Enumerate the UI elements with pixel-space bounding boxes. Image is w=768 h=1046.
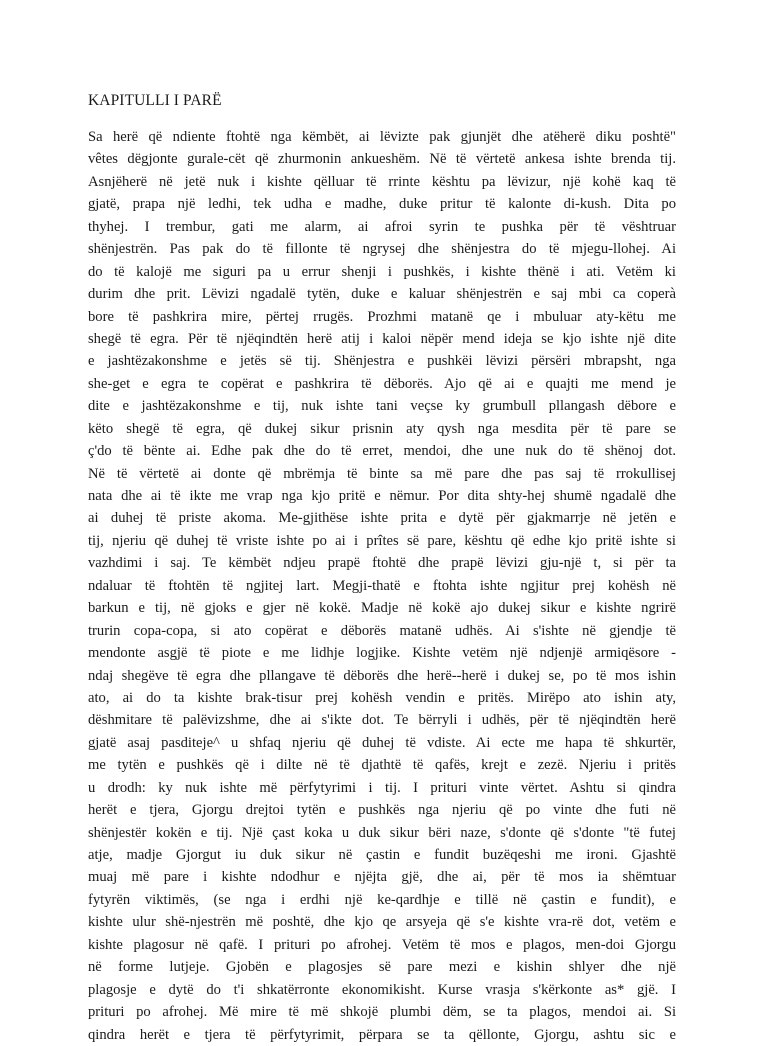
text-line: kishte ulur shë-njestrën më poshtë, dhe kjo qe arsyeja që s'e kishte vra-rë dot, vetëm e	[88, 914, 676, 931]
text-line: barkun e tij, në gjoks e gjer në kokë. Madje në kokë ajo dukej sikur e kishte ngrirë	[88, 600, 676, 617]
text-line: Sa herë që ndiente ftohtë nga këmbët, ai lëvizte pak gjunjët dhe atëherë diku poshtë"	[88, 129, 676, 145]
text-line: shënjestër kokën e tij. Një çast koka u duk sikur bëri naze, s'donte që s'donte "të futej	[88, 824, 676, 841]
text-line: tij, njeriu që duhej të vriste ishte po ai i prîtes së pare, kështu që edhe kjo pritë ishte si	[88, 532, 676, 549]
text-line: dëshmitare të palëvizshme, dhe ai s'ikte dot. Te bërryli i udhës, për të njëqindtën herë	[88, 712, 676, 729]
text-line: shënjestrën. Pas pak do të fillonte të ngrysej dhe shënjestra do të mjegu-llohej. Ai	[88, 241, 676, 258]
text-line: plagosje e dytë do t'i shkatërronte ekonomikisht. Kurse vrasja s'kërkonte as* gjë. I	[88, 981, 676, 998]
text-line: vêtes dëgjonte gurale-cët që zhurmonin ankueshëm. Në të vërtetë ankesa ishte brenda tij.	[88, 151, 676, 168]
text-line: bore të pashkrira mire, përtej rrugës. Prozhmi matanë qe i mbuluar aty-këtu me	[88, 308, 676, 325]
text-line: durim dhe prit. Lëvizi ngadalë tytën, duke e kaluar shënjestrën e saj mbi ca coperà	[88, 286, 676, 303]
text-line: Asnjëherë në jetë nuk i kishte qëlluar të rrinte kështu pa lëvizur, një kohë kaq të	[88, 173, 676, 190]
text-line: ato, ai do ta kishte brak-tisur prej kohësh vendin e pritës. Mirëpo ato ishin aty,	[88, 689, 676, 706]
text-line: vazhdimi i saj. Te këmbët ndjeu prapë ftohtë dhe prapë lëvizi gju-një t, si për ta	[88, 555, 676, 572]
text-line: herët e tjera, Gjorgu drejtoi tytën e pushkës nga njeriu që po vinte dhe futi në	[88, 802, 676, 819]
text-line: gjatë asaj pasditeje^ u shfaq njeriu që duhej të vdiste. Ai ecte me hapa të shkurtër,	[88, 734, 676, 751]
text-line: ndaj shegëve të egra dhe pllangave të dëborës dhe herë--herë i dukej se, po të mos ishin	[88, 667, 676, 684]
text-line: nata dhe ai të ikte me vrap nga kjo pritë e nëmur. Por dita shty-hej shumë ngadalë dhe	[88, 488, 676, 504]
text-line: ç'do të bënte ai. Edhe pak dhe do të erret, mendoi, dhe une nuk do të shënoj dot.	[88, 443, 676, 460]
text-line: Në të vërtetë ai donte që mbrëmja të binte sa më pare dhe pas saj të rrokullisej	[88, 465, 676, 482]
text-line: shegë të egra. Për të njëqindtën herë atij i kaloi nëpër mend ideja se kjo ishte një dite	[88, 330, 676, 347]
text-line: mendonte asgjë të piote e me lidhje logjike. Kishte vetëm një ndjenjë armiqësore -	[88, 645, 676, 662]
text-line: trurin copa-copa, si ato copërat e dëborës matanë udhës. Ai s'ishte në gjendje të	[88, 622, 676, 639]
text-line: thyhej. I trembur, gati me alarm, ai afroi syrin te pushka për të vështruar	[88, 218, 676, 235]
text-line: në forme lutjeje. Gjobën e plagosjes së pare mezi e kishin shlyer dhe një	[88, 959, 676, 976]
text-line: do të kalojë me siguri pa u errur shenji i pushkës, i kishte thënë i ati. Vetëm ki	[88, 263, 676, 280]
text-line: ndaluar të ftohtën të ngjitej lart. Megji-thatë e ftohta ishte ngjitur prej kohësh në	[88, 577, 676, 594]
text-line: muaj më pare i kishte ndodhur e njëjta gjë, dhe ai, për të mos ia shëmtuar	[88, 869, 676, 886]
text-line: ai duhej të priste akoma. Me-gjithëse ishte prita e dytë për gjakmarrje në jetën e	[88, 510, 676, 527]
text-line: me tytën e pushkës që i dilte në të djathtë të qafës, krejt e zezë. Njeriu i pritës	[88, 757, 676, 774]
text-line: she-get e egra te copërat e pashkrira të dëborës. Ajo që ai e quajti me mend je	[88, 375, 676, 392]
chapter-title: KAPITULLI I PARË	[88, 92, 222, 109]
text-line: këto shegë të egra, që dukej sikur prisnin aty qysh nga mesdita për të pare se	[88, 420, 676, 437]
text-line: gjatë, prapa një ledhi, tek udha e madhe, duke pritur të kalonte di-kush. Dita po	[88, 196, 676, 213]
text-line: qindra herët e tjera të përfytyrimit, përpara se ta qëllonte, Gjorgu, ashtu sic e	[88, 1026, 676, 1043]
text-line: kishte plagosur në qafë. I prituri po afrohej. Vetëm të mos e plagos, men-doi Gjorgu	[88, 936, 676, 953]
text-line: dite e jashtëzakonshme e tij, nuk ishte tani veçse ky grumbull pllangash dëbore e	[88, 398, 676, 415]
text-line: prituri po afrohej. Më mire të më shkojë plumbi dëm, se ta plagos, mendoi ai. Si	[88, 1004, 676, 1021]
text-line: atje, madje Gjorgut iu duk sikur në çastin e fundit buzëqeshi me ironi. Gjashtë	[88, 847, 676, 863]
text-line: u drodh: ky nuk ishte më përfytyrimi i tij. I prituri vinte vërtet. Ashtu si qindra	[88, 779, 676, 796]
text-line: fytyrën viktimës, (se nga i erdhi një ke-qardhje e tillë në çastin e fundit), e	[88, 891, 676, 908]
text-line: e jashtëzakonshme e jetës së tij. Shënjestra e pushkëi lëvizi përsëri mbrapsht, nga	[88, 353, 676, 370]
chapter-body-text	[88, 126, 676, 1046]
